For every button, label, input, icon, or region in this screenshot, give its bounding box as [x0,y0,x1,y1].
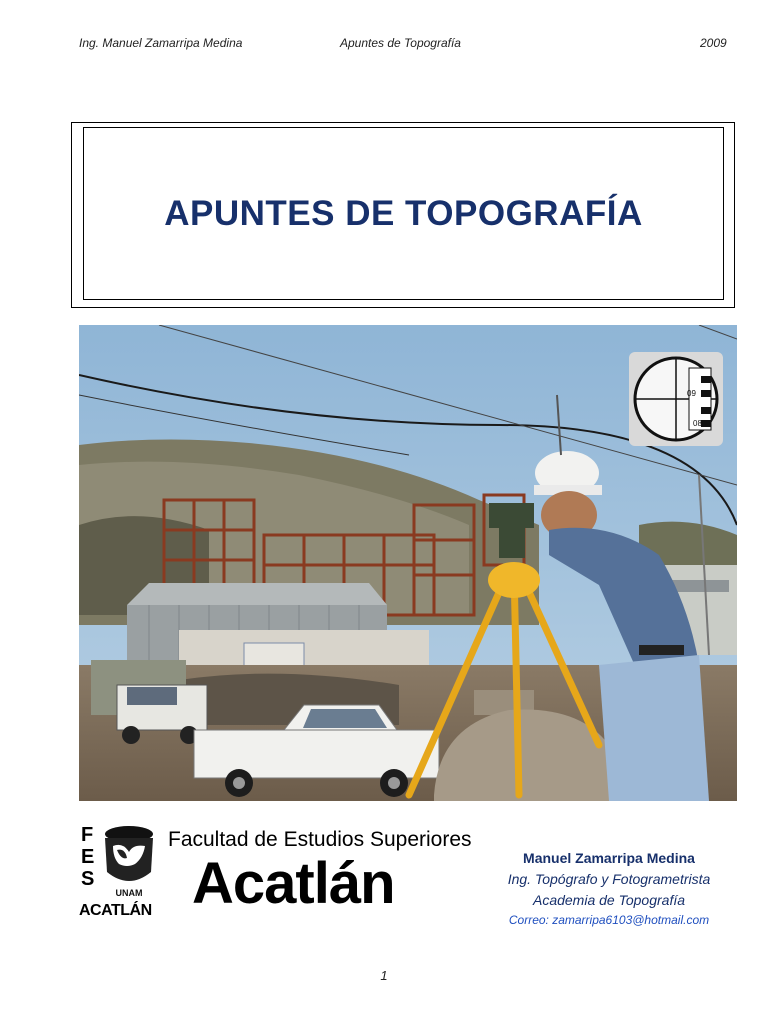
cover-photo [79,325,737,801]
author-academy: Academia de Topografía [532,892,686,908]
cover-title: APUNTES DE TOPOGRAFÍA [164,193,643,233]
author-role: Ing. Topógrafo y Fotogrametrista [507,871,711,887]
header-title: Apuntes de Topografía [340,36,461,50]
unam-shield-icon [99,824,159,900]
author-name: Manuel Zamarripa Medina [523,850,695,866]
header-year: 2009 [700,36,727,50]
reticle-icon [629,352,723,446]
reticle-label-bottom: 08 [693,419,702,428]
author-info [470,848,748,930]
title-frame-inner [83,127,724,300]
author-email-link[interactable]: Correo: zamarripa6103@hotmail.com [508,913,710,927]
fes-acatlan-wordmark: ACATLÁN [79,902,152,919]
fes-letter-e: E [81,846,95,868]
header-author: Ing. Manuel Zamarripa Medina [79,36,243,50]
fes-letters [81,824,101,890]
fes-letter-s: S [81,868,95,890]
faculty-name: Facultad de Estudios Superiores [168,828,472,851]
reticle-label-top: 09 [687,389,696,398]
campus-name: Acatlán [192,851,395,916]
institution-logo [79,822,472,922]
fes-letter-f: F [81,824,94,846]
unam-shield-text: UNAM [115,888,143,898]
page-number: 1 [380,968,388,983]
